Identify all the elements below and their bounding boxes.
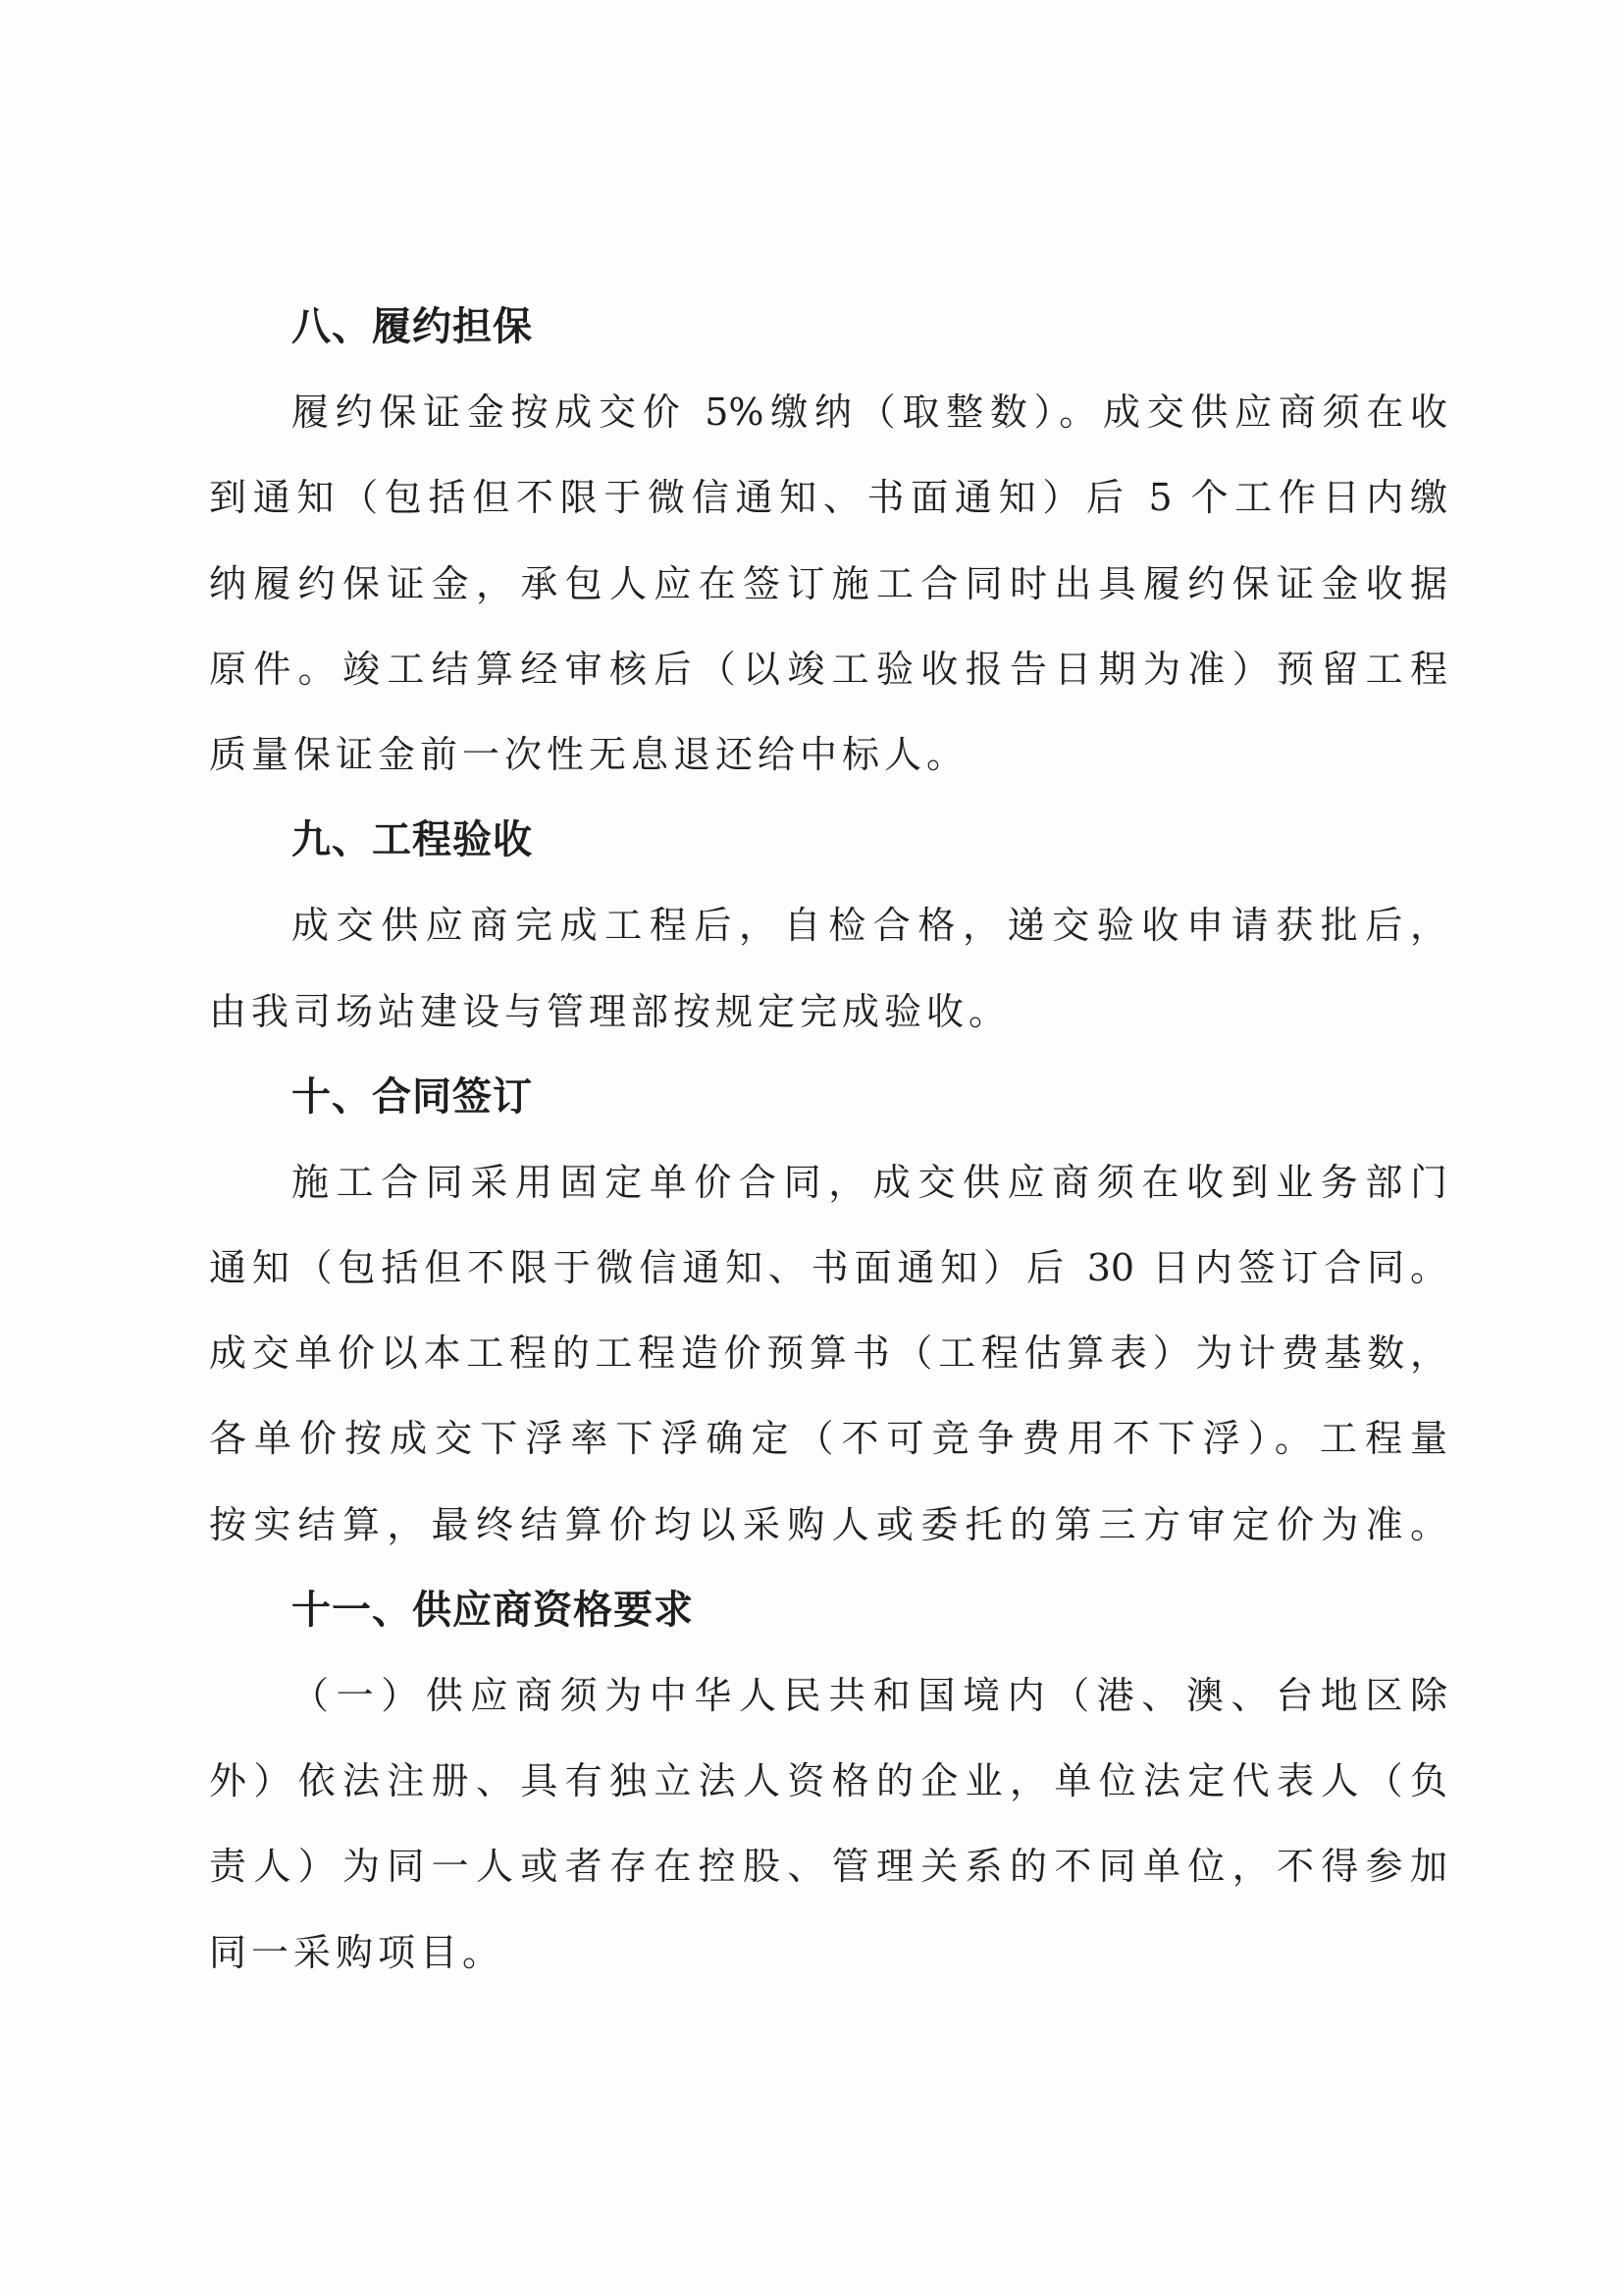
paragraph-line: 按实结算，最终结算价均以采购人或委托的第三方审定价为准。: [209, 1502, 1447, 1546]
paragraph-line-last: 同一采购项目。: [209, 1930, 505, 1974]
paragraph-line: 原件。竣工结算经审核后（以竣工验收报告日期为准）预留工程: [209, 647, 1447, 691]
paragraph-line: （一）供应商须为中华人民共和国境内（港、澳、台地区除: [291, 1674, 1447, 1717]
paragraph-line: 成交单价以本工程的工程造价预算书（工程估算表）为计费基数，: [209, 1331, 1447, 1376]
paragraph-line: 到通知（包括但不限于微信通知、书面通知）后 5 个工作日内缴: [209, 476, 1447, 520]
paragraph-line: 外）依法注册、具有独立法人资格的企业，单位法定代表人（负: [209, 1759, 1447, 1803]
paragraph-line: 通知（包括但不限于微信通知、书面通知）后 30 日内签订合同。: [209, 1246, 1447, 1290]
paragraph-line: 施工合同采用固定单价合同，成交供应商须在收到业务部门: [291, 1160, 1447, 1204]
paragraph-line: 各单价按成交下浮率下浮确定（不可竞争费用不下浮）。工程量: [209, 1417, 1447, 1461]
paragraph-line-last: 由我司场站建设与管理部按规定完成验收。: [209, 989, 1012, 1033]
paragraph-line: 纳履约保证金，承包人应在签订施工合同时出具履约保证金收据: [209, 561, 1447, 605]
paragraph-line-last: 质量保证金前一次性无息退还给中标人。: [209, 732, 969, 776]
section-heading-performance-guarantee: 八、履约担保: [291, 304, 533, 349]
paragraph-line: 责人）为同一人或者存在控股、管理关系的不同单位，不得参加: [209, 1845, 1447, 1889]
paragraph-line: 履约保证金按成交价 5%缴纳（取整数）。成交供应商须在收: [291, 391, 1447, 435]
section-heading-contract-signing: 十、合同签订: [291, 1073, 533, 1120]
paragraph-line: 成交供应商完成工程后，自检合格，递交验收申请获批后，: [291, 904, 1447, 948]
section-heading-supplier-qualification: 十一、供应商资格要求: [291, 1587, 694, 1633]
document-body: [209, 285, 1447, 1996]
section-heading-acceptance: 九、工程验收: [291, 817, 533, 863]
